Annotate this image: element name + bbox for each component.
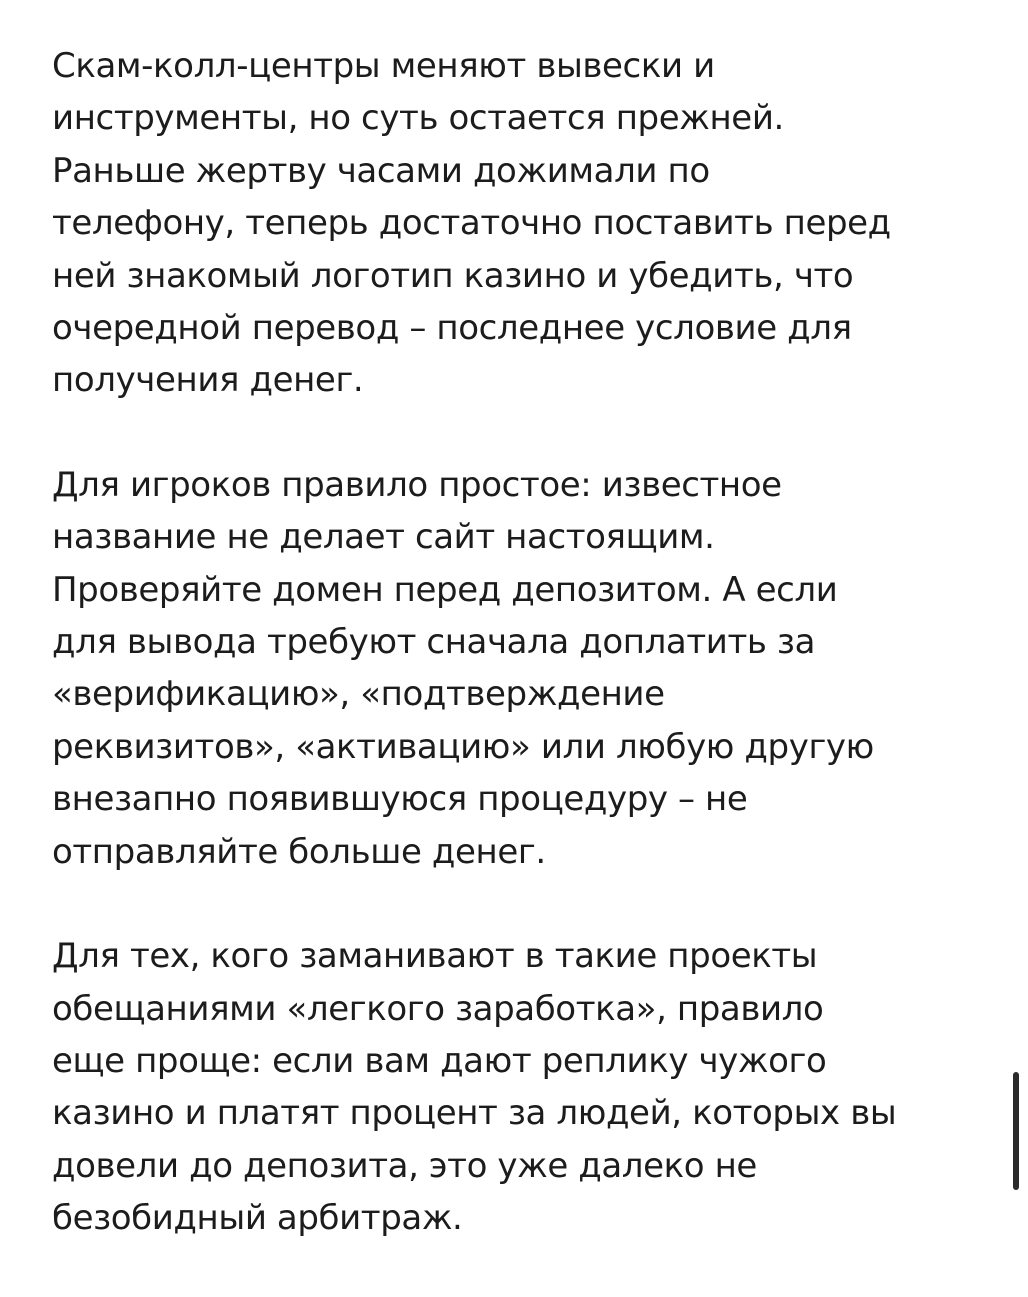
text-line: Раньше жертву часами дожимали по <box>52 150 710 191</box>
text-line: телефону, теперь достаточно поставить перед <box>52 203 891 244</box>
text-line: очередной перевод – последнее условие для <box>52 308 852 349</box>
text-line: довели до депозита, это уже далеко не <box>52 1145 757 1186</box>
paragraph-2 <box>52 459 992 878</box>
text-line: Проверяйте домен перед депозитом. А если <box>52 569 838 610</box>
text-line: внезапно появившуюся процедуру – не <box>52 779 748 820</box>
text-line: «верификацию», «подтверждение <box>52 674 665 715</box>
text-line: инструменты, но суть остается прежней. <box>52 98 784 139</box>
text-line: название не делает сайт настоящим. <box>52 517 715 558</box>
text-line: Для игроков правило простое: известное <box>52 464 782 505</box>
text-line: безобидный арбитраж. <box>52 1198 463 1239</box>
text-line: обещаниями «легкого заработка», правило <box>52 988 824 1029</box>
paragraph-1 <box>52 40 992 407</box>
text-line: Для тех, кого заманивают в такие проекты <box>52 936 818 977</box>
text-line: Скам-колл-центры меняют вывески и <box>52 46 715 86</box>
article-body <box>52 40 992 1297</box>
text-line: реквизитов», «активацию» или любую другую <box>52 726 874 767</box>
text-line: еще проще: если вам дают реплику чужого <box>52 1040 827 1081</box>
paragraph-3 <box>52 930 992 1244</box>
text-line: отправляйте больше денег. <box>52 831 546 872</box>
scrollbar-thumb[interactable] <box>1013 1072 1019 1190</box>
text-line: для вывода требуют сначала доплатить за <box>52 622 816 663</box>
text-line: казино и платят процент за людей, которых вы <box>52 1093 897 1134</box>
text-line: получения денег. <box>52 360 364 401</box>
text-line: ней знакомый логотип казино и убедить, что <box>52 255 854 296</box>
